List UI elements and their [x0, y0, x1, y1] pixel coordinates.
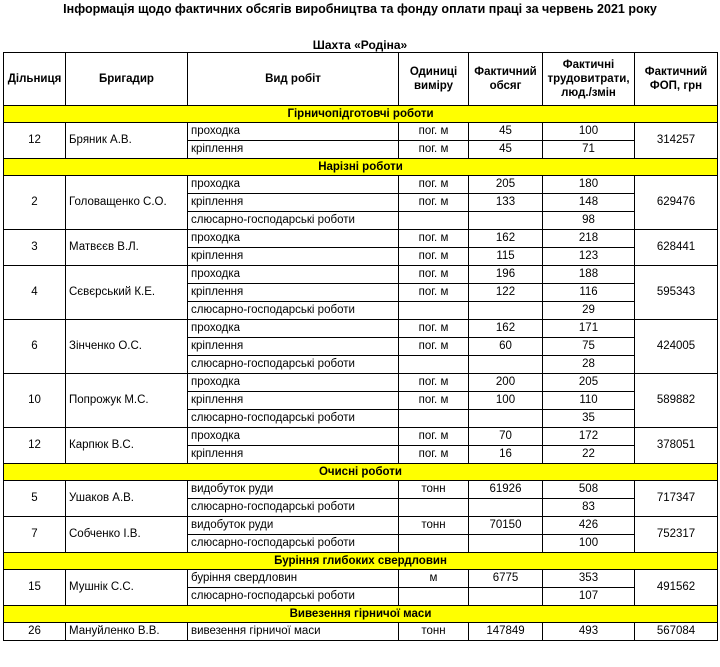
section-header: Нарізні роботи: [4, 159, 718, 176]
work-type: слюсарно-господарські роботи: [188, 212, 399, 230]
volume: 45: [469, 141, 543, 159]
header-labor: Фактичні трудовитрати, люд./змін: [543, 53, 635, 106]
work-type: кріплення: [188, 284, 399, 302]
unit: пог. м: [399, 446, 469, 464]
unit: пог. м: [399, 141, 469, 159]
work-type: проходка: [188, 320, 399, 338]
header-volume: Фактичний обсяг: [469, 53, 543, 106]
work-type: кріплення: [188, 248, 399, 266]
brigadier-name: Ушаков А.В.: [66, 481, 188, 517]
volume: 100: [469, 392, 543, 410]
section-number: 4: [4, 266, 66, 320]
section-header-row: [4, 553, 718, 570]
unit: пог. м: [399, 374, 469, 392]
unit: [399, 535, 469, 553]
work-type: вивезення гірничої маси: [188, 623, 399, 641]
table-row: [4, 428, 718, 446]
labor: 508: [543, 481, 635, 499]
volume: [469, 356, 543, 374]
header-work-type: Вид робіт: [188, 53, 399, 106]
section-number: 12: [4, 123, 66, 159]
unit: пог. м: [399, 338, 469, 356]
unit: тонн: [399, 517, 469, 535]
labor: 100: [543, 123, 635, 141]
work-type: слюсарно-господарські роботи: [188, 588, 399, 606]
section-number: 7: [4, 517, 66, 553]
labor: 188: [543, 266, 635, 284]
section-header-row: [4, 464, 718, 481]
volume: 70: [469, 428, 543, 446]
unit: пог. м: [399, 248, 469, 266]
section-header: Вивезення гірничої маси: [4, 606, 718, 623]
work-type: проходка: [188, 266, 399, 284]
table-body: [4, 106, 718, 641]
labor: 107: [543, 588, 635, 606]
work-type: кріплення: [188, 194, 399, 212]
section-number: 12: [4, 428, 66, 464]
section-header-row: [4, 159, 718, 176]
table-row: [4, 176, 718, 194]
labor: 205: [543, 374, 635, 392]
table-row: [4, 320, 718, 338]
fop-value: 314257: [635, 123, 718, 159]
unit: [399, 356, 469, 374]
labor: 172: [543, 428, 635, 446]
work-type: проходка: [188, 176, 399, 194]
header-section: Дільниця: [4, 53, 66, 106]
labor: 75: [543, 338, 635, 356]
fop-value: 628441: [635, 230, 718, 266]
table-row: [4, 481, 718, 499]
unit: пог. м: [399, 230, 469, 248]
section-number: 2: [4, 176, 66, 230]
volume: 162: [469, 320, 543, 338]
volume: 196: [469, 266, 543, 284]
fop-value: 752317: [635, 517, 718, 553]
table-header-row: [4, 53, 718, 106]
work-type: буріння свердловин: [188, 570, 399, 588]
fop-value: 424005: [635, 320, 718, 374]
unit: пог. м: [399, 194, 469, 212]
volume: 45: [469, 123, 543, 141]
section-header: Очисні роботи: [4, 464, 718, 481]
labor: 22: [543, 446, 635, 464]
labor: 148: [543, 194, 635, 212]
fop-value: 567084: [635, 623, 718, 641]
header-unit: Одиниці виміру: [399, 53, 469, 106]
table-row: [4, 623, 718, 641]
work-type: кріплення: [188, 338, 399, 356]
unit: [399, 499, 469, 517]
fop-value: 629476: [635, 176, 718, 230]
table-row: [4, 570, 718, 588]
volume: 133: [469, 194, 543, 212]
section-header: Гірничопідготовчі роботи: [4, 106, 718, 123]
labor: 100: [543, 535, 635, 553]
brigadier-name: Бряник А.В.: [66, 123, 188, 159]
fop-value: 491562: [635, 570, 718, 606]
work-type: слюсарно-господарські роботи: [188, 356, 399, 374]
fop-value: 589882: [635, 374, 718, 428]
table-row: [4, 123, 718, 141]
brigadier-name: Мануйленко В.В.: [66, 623, 188, 641]
brigadier-name: Карпюк В.С.: [66, 428, 188, 464]
work-type: проходка: [188, 428, 399, 446]
section-number: 15: [4, 570, 66, 606]
table-row: [4, 374, 718, 392]
unit: пог. м: [399, 284, 469, 302]
volume: 16: [469, 446, 543, 464]
volume: 61926: [469, 481, 543, 499]
work-type: видобуток руди: [188, 481, 399, 499]
section-number: 26: [4, 623, 66, 641]
work-type: слюсарно-господарські роботи: [188, 535, 399, 553]
mine-name: Шахта «Родіна»: [312, 38, 408, 52]
unit: [399, 302, 469, 320]
labor: 123: [543, 248, 635, 266]
work-type: проходка: [188, 230, 399, 248]
work-type: кріплення: [188, 141, 399, 159]
work-type: видобуток руди: [188, 517, 399, 535]
labor: 29: [543, 302, 635, 320]
unit: пог. м: [399, 266, 469, 284]
unit: [399, 212, 469, 230]
section-header: Буріння глибоких свердловин: [4, 553, 718, 570]
labor: 35: [543, 410, 635, 428]
section-header-row: [4, 106, 718, 123]
section-number: 6: [4, 320, 66, 374]
labor: 218: [543, 230, 635, 248]
volume: 6775: [469, 570, 543, 588]
table-row: [4, 517, 718, 535]
labor: 493: [543, 623, 635, 641]
labor: 171: [543, 320, 635, 338]
unit: м: [399, 570, 469, 588]
header-fop: Фактичний ФОП, грн: [635, 53, 718, 106]
unit: пог. м: [399, 392, 469, 410]
volume: [469, 499, 543, 517]
unit: пог. м: [399, 123, 469, 141]
volume: [469, 535, 543, 553]
brigadier-name: Мушнік С.С.: [66, 570, 188, 606]
table-row: [4, 266, 718, 284]
labor: 83: [543, 499, 635, 517]
labor: 353: [543, 570, 635, 588]
volume: 205: [469, 176, 543, 194]
labor: 28: [543, 356, 635, 374]
labor: 71: [543, 141, 635, 159]
unit: [399, 588, 469, 606]
section-number: 5: [4, 481, 66, 517]
volume: 162: [469, 230, 543, 248]
labor: 426: [543, 517, 635, 535]
volume: 60: [469, 338, 543, 356]
brigadier-name: Собченко І.В.: [66, 517, 188, 553]
volume: 115: [469, 248, 543, 266]
labor: 116: [543, 284, 635, 302]
fop-value: 595343: [635, 266, 718, 320]
fop-value: 378051: [635, 428, 718, 464]
section-number: 10: [4, 374, 66, 428]
brigadier-name: Попрожук М.С.: [66, 374, 188, 428]
unit: тонн: [399, 623, 469, 641]
brigadier-name: Головащенко С.О.: [66, 176, 188, 230]
section-header-row: [4, 606, 718, 623]
brigadier-name: Матвєєв В.Л.: [66, 230, 188, 266]
work-type: слюсарно-господарські роботи: [188, 302, 399, 320]
unit: тонн: [399, 481, 469, 499]
page-title: Інформація щодо фактичних обсягів виробництва та фонду оплати праці за червень 2021 року: [63, 2, 657, 16]
volume: [469, 410, 543, 428]
volume: 122: [469, 284, 543, 302]
table-row: [4, 230, 718, 248]
labor: 180: [543, 176, 635, 194]
work-type: кріплення: [188, 446, 399, 464]
volume: 200: [469, 374, 543, 392]
brigadier-name: Сєвєрський К.Е.: [66, 266, 188, 320]
work-type: слюсарно-господарські роботи: [188, 499, 399, 517]
work-type: проходка: [188, 123, 399, 141]
unit: пог. м: [399, 428, 469, 446]
work-type: кріплення: [188, 392, 399, 410]
work-type: слюсарно-господарські роботи: [188, 410, 399, 428]
volume: 147849: [469, 623, 543, 641]
work-type: проходка: [188, 374, 399, 392]
labor: 98: [543, 212, 635, 230]
volume: [469, 588, 543, 606]
volume: 70150: [469, 517, 543, 535]
volume: [469, 212, 543, 230]
fop-value: 717347: [635, 481, 718, 517]
section-number: 3: [4, 230, 66, 266]
header-brigadier: Бригадир: [66, 53, 188, 106]
unit: пог. м: [399, 176, 469, 194]
labor: 110: [543, 392, 635, 410]
unit: пог. м: [399, 320, 469, 338]
unit: [399, 410, 469, 428]
brigadier-name: Зінченко О.С.: [66, 320, 188, 374]
volume: [469, 302, 543, 320]
production-table: [3, 52, 718, 641]
